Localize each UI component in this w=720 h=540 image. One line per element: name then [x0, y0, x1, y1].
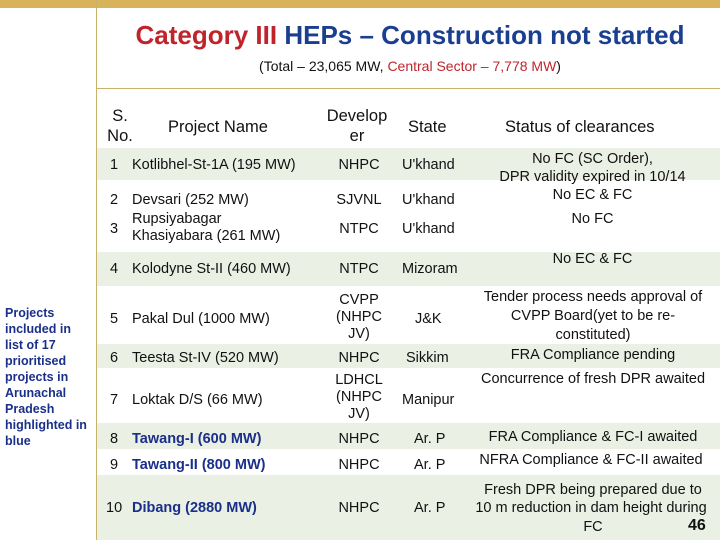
- status-line: NFRA Compliance & FC-II awaited: [479, 452, 703, 468]
- row-5-developer: CVPP (NHPC JV): [336, 292, 382, 342]
- row-3-developer: NTPC: [339, 221, 379, 237]
- row-7-sno: 7: [110, 392, 119, 408]
- row-1-state: U'khand: [402, 157, 455, 173]
- row-3-state: U'khand: [402, 221, 455, 237]
- row-8-sno: 8: [110, 431, 119, 447]
- row-8-developer: NHPC: [338, 431, 380, 447]
- row-5-sno: 5: [110, 311, 119, 327]
- row-6-sno: 6: [110, 350, 119, 366]
- row-3-project: Rupsiyabagar Khasiyabara (261 MW): [132, 211, 281, 244]
- row-7-developer: LDHCL (NHPC JV): [335, 372, 383, 422]
- page-number: 46: [688, 517, 706, 534]
- col-header-state: State: [408, 118, 447, 136]
- row-3-sno: 3: [110, 221, 119, 237]
- row-2-project: Devsari (252 MW): [132, 192, 249, 208]
- row-9-project: Tawang-II (800 MW): [132, 457, 266, 473]
- page-title: [100, 20, 720, 51]
- row-2-state: U'khand: [402, 192, 455, 208]
- row-8-project: Tawang-I (600 MW): [132, 431, 262, 447]
- status-line: FRA Compliance pending: [510, 347, 676, 363]
- subtitle-close: ): [556, 58, 561, 74]
- status-line: Concurrence of fresh DPR awaited: [480, 371, 706, 387]
- row-4-project: Kolodyne St-II (460 MW): [132, 261, 291, 277]
- row-1-project: Kotlibhel-St-1A (195 MW): [132, 157, 296, 173]
- row-7-project: Loktak D/S (66 MW): [132, 392, 263, 408]
- status-line: DPR validity expired in 10/14: [499, 169, 686, 185]
- subtitle-central: Central Sector – 7,778 MW: [387, 58, 557, 74]
- row-9-developer: NHPC: [338, 457, 380, 473]
- top-accent-bar: [0, 0, 720, 8]
- row-10-developer: NHPC: [338, 500, 380, 516]
- status-line: CVPP Board(yet to be re-: [510, 308, 676, 324]
- row-10-project: Dibang (2880 MW): [132, 500, 257, 516]
- row-8-state: Ar. P: [414, 431, 446, 447]
- col-header-status: Status of clearances: [505, 118, 655, 136]
- status-line: constituted): [555, 327, 631, 343]
- col-header-developer: Develop er: [326, 107, 388, 145]
- status-line: No FC: [571, 211, 614, 227]
- row-6-project: Teesta St-IV (520 MW): [132, 350, 279, 366]
- status-line: Fresh DPR being prepared due to: [484, 482, 702, 498]
- subtitle-total: (Total – 23,065 MW,: [259, 58, 384, 74]
- status-line: No EC & FC: [552, 187, 633, 203]
- col-header-project: Project Name: [168, 118, 268, 136]
- status-line: No EC & FC: [552, 251, 633, 267]
- row-5-state: J&K: [415, 311, 442, 327]
- title-category: Category III: [135, 20, 278, 50]
- row-6-state: Sikkim: [406, 350, 449, 366]
- row-9-sno: 9: [110, 457, 119, 473]
- row-6-developer: NHPC: [338, 350, 380, 366]
- status-line: FC: [583, 519, 603, 535]
- page-subtitle: [100, 58, 720, 74]
- row-2-developer: SJVNL: [336, 192, 382, 208]
- row-1-developer: NHPC: [338, 157, 380, 173]
- row-5-project: Pakal Dul (1000 MW): [132, 311, 270, 327]
- row-4-sno: 4: [110, 261, 119, 277]
- row-2-sno: 2: [110, 192, 119, 208]
- side-note: Projects included in list of 17 prioritised projects in Arunachal Pradesh highlighted in blue: [5, 306, 87, 448]
- status-line: Tender process needs approval of: [483, 289, 703, 305]
- row-10-sno: 10: [106, 500, 123, 516]
- row-7-state: Manipur: [402, 392, 455, 408]
- status-line: 10 m reduction in dam height during: [475, 500, 707, 516]
- col-header-sno: S. No.: [107, 107, 133, 145]
- row-9-state: Ar. P: [414, 457, 446, 473]
- row-1-sno: 1: [110, 157, 119, 173]
- title-rest: HEPs – Construction not started: [284, 20, 685, 50]
- status-line: No FC (SC Order),: [532, 151, 653, 167]
- header-divider: [96, 88, 720, 89]
- row-4-state: Mizoram: [402, 261, 458, 277]
- status-line: FRA Compliance & FC-I awaited: [488, 429, 698, 445]
- row-10-state: Ar. P: [414, 500, 446, 516]
- row-4-developer: NTPC: [339, 261, 379, 277]
